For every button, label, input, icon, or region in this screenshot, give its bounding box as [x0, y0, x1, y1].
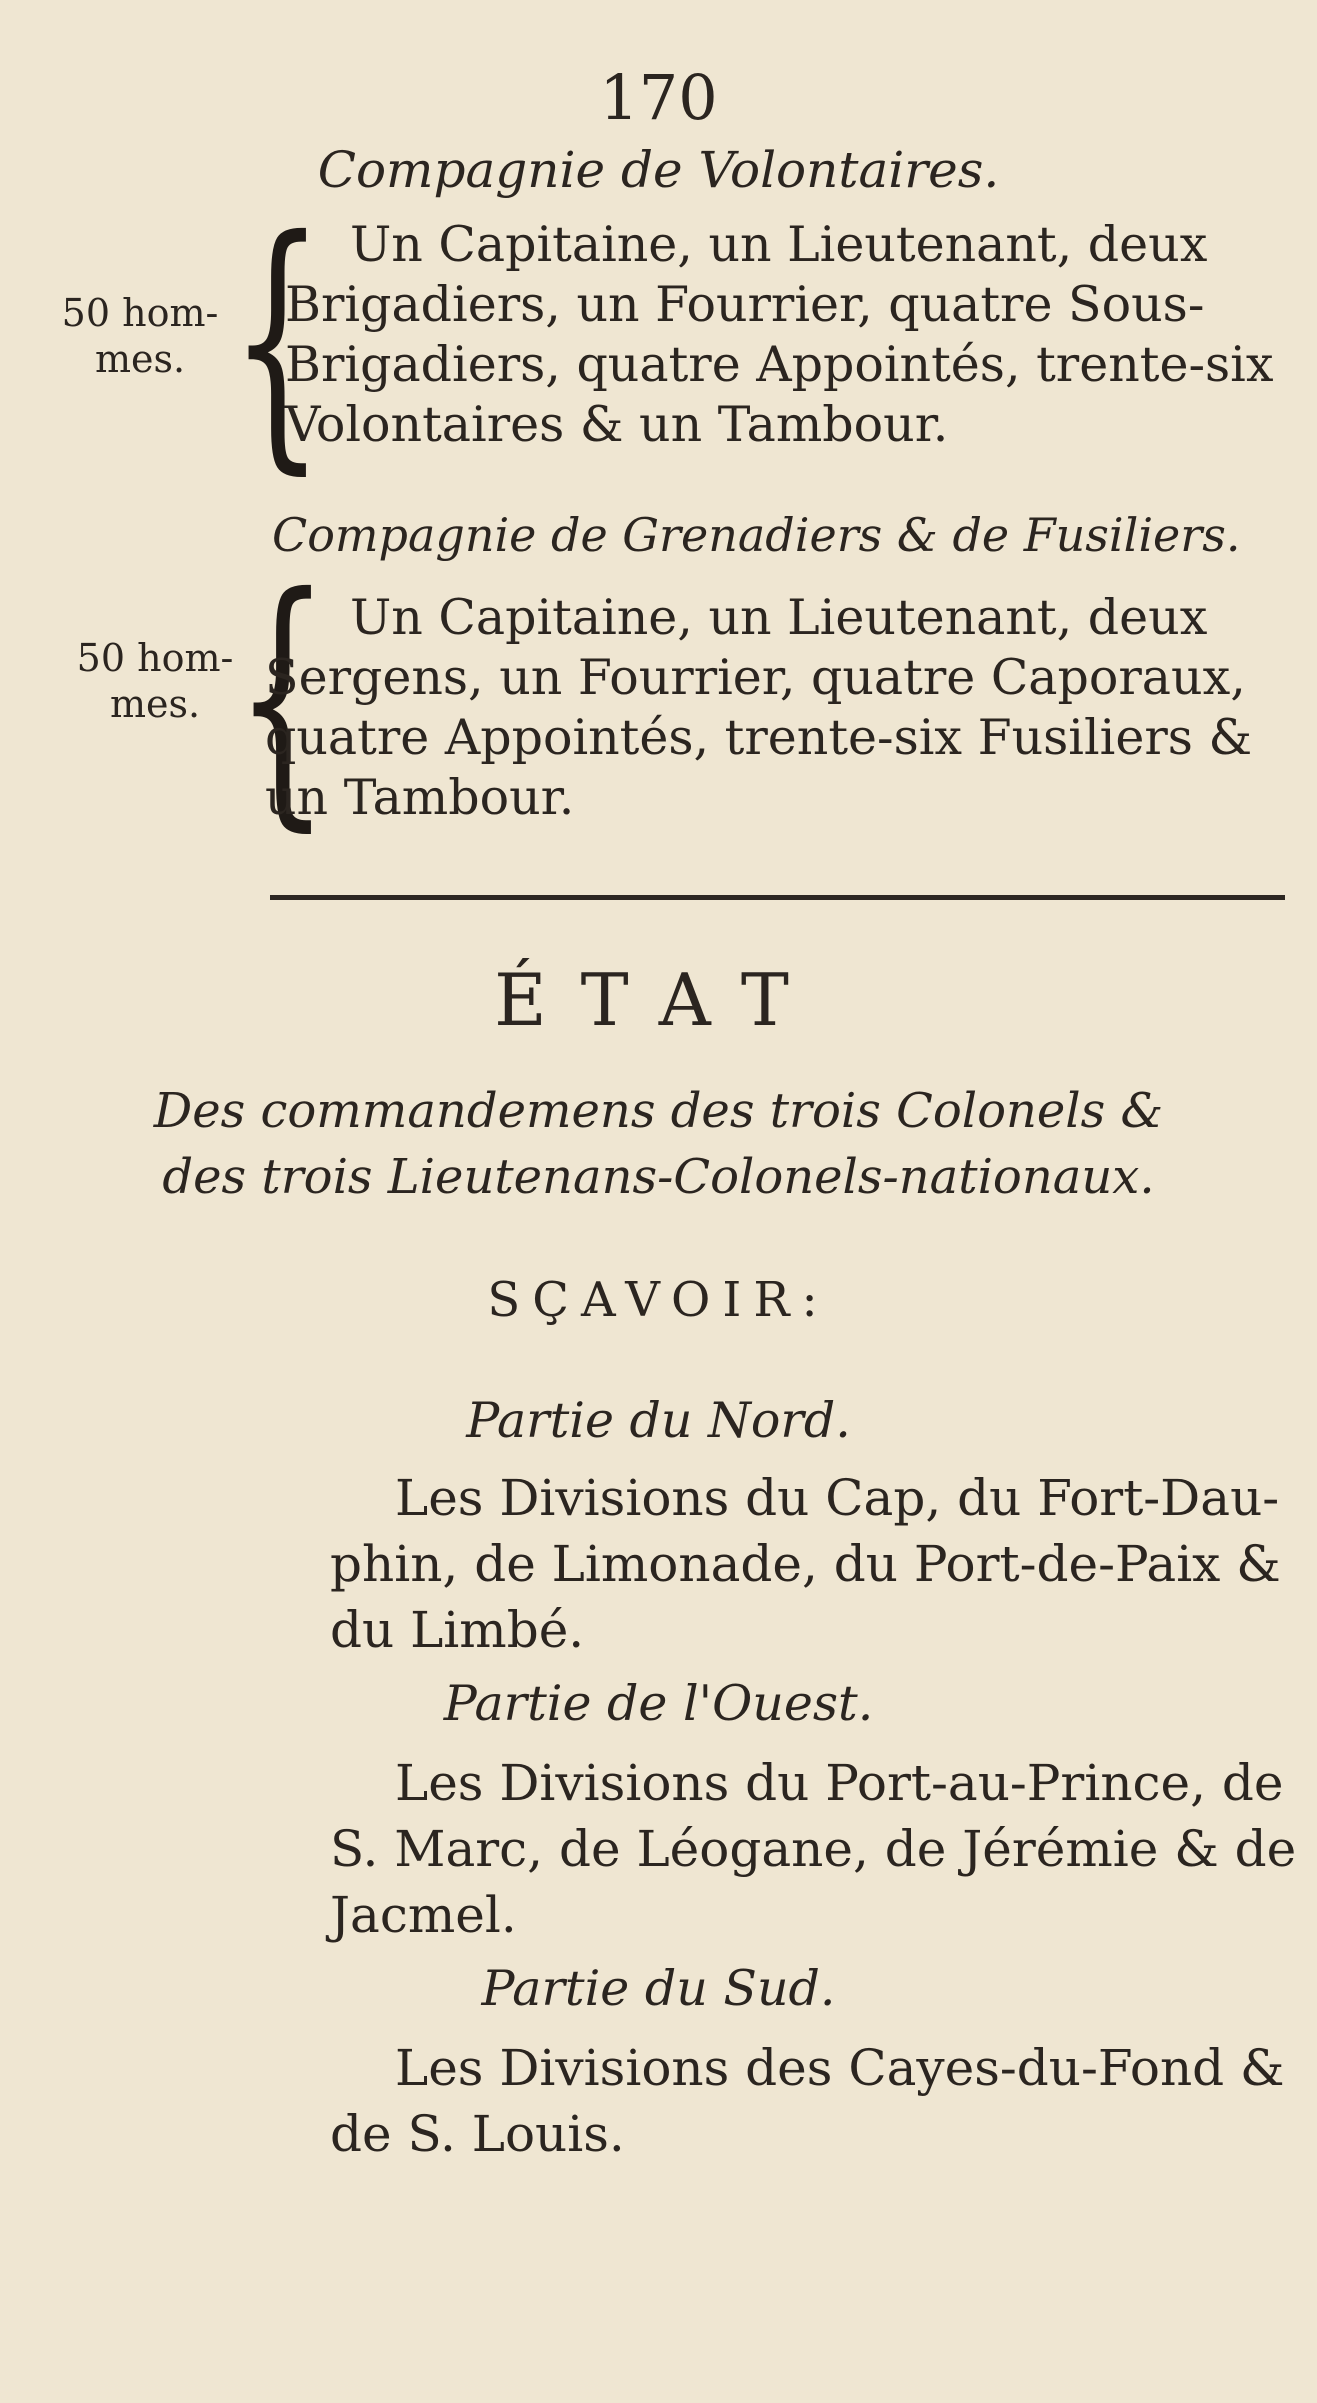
text-line: Brigadiers, quatre Appointés, trente-six [285, 336, 1274, 393]
text-line: Les Divisions du Port-au-Prince, de [395, 1754, 1284, 1812]
curly-brace-icon: { [230, 182, 325, 497]
margin-note-grenadiers [60, 635, 250, 727]
paragraph-nord [265, 1465, 1310, 1663]
section-title-grenadiers: Compagnie de Grenadiers & de Fusiliers. [272, 508, 1241, 562]
text-line: quatre Appointés, trente-six Fusiliers & [265, 709, 1253, 766]
margin-note-line: 50 hom- [61, 291, 219, 335]
text-line: Les Divisions des Cayes-du-Fond & [395, 2039, 1285, 2097]
scavoir-heading: SÇAVOIR: [487, 1272, 830, 1328]
text-line: du Limbé. [330, 1601, 585, 1659]
curly-brace-icon: { [235, 539, 330, 854]
text-line: Un Capitaine, un Lieutenant, deux [350, 216, 1208, 273]
text-line: de S. Louis. [330, 2105, 625, 2163]
text-line: Les Divisions du Cap, du Fort-Dau- [395, 1469, 1280, 1527]
text-line: Volontaires & un Tambour. [285, 396, 949, 453]
text-line: S. Marc, de Léogane, de Jérémie & de [330, 1820, 1297, 1878]
section-title-volontaires: Compagnie de Volontaires. [317, 141, 1000, 199]
paragraph-ouest [265, 1750, 1310, 1948]
horizontal-rule [270, 895, 1285, 900]
etat-subtitle-line: Des commandemens des trois Colonels & [153, 1083, 1164, 1139]
paragraph-grenadiers [265, 588, 1310, 828]
paragraph-sud [265, 2035, 1310, 2167]
text-line: Un Capitaine, un Lieutenant, deux [350, 589, 1208, 646]
partie-title-ouest: Partie de l'Ouest. [443, 1675, 874, 1732]
text-line: Jacmel. [330, 1886, 517, 1944]
paragraph-volontaires [285, 215, 1310, 455]
margin-note-line: mes. [109, 682, 201, 726]
margin-note-line: mes. [94, 337, 186, 381]
etat-title: ÉTAT [494, 958, 823, 1042]
text-line: Brigadiers, un Fourrier, quatre Sous- [285, 276, 1205, 333]
partie-title-sud: Partie du Sud. [481, 1960, 836, 2017]
margin-note-line: 50 hom- [76, 636, 234, 680]
partie-title-nord: Partie du Nord. [466, 1392, 851, 1449]
margin-note-volontaires [45, 290, 235, 382]
etat-subtitle-line: des trois Lieutenans-Colonels-nationaux. [162, 1149, 1155, 1205]
text-line: un Tambour. [265, 769, 575, 826]
text-line: Sergens, un Fourrier, quatre Caporaux, [265, 649, 1246, 706]
page-number: 170 [599, 61, 718, 134]
text-line: phin, de Limonade, du Port-de-Paix & [330, 1535, 1281, 1593]
